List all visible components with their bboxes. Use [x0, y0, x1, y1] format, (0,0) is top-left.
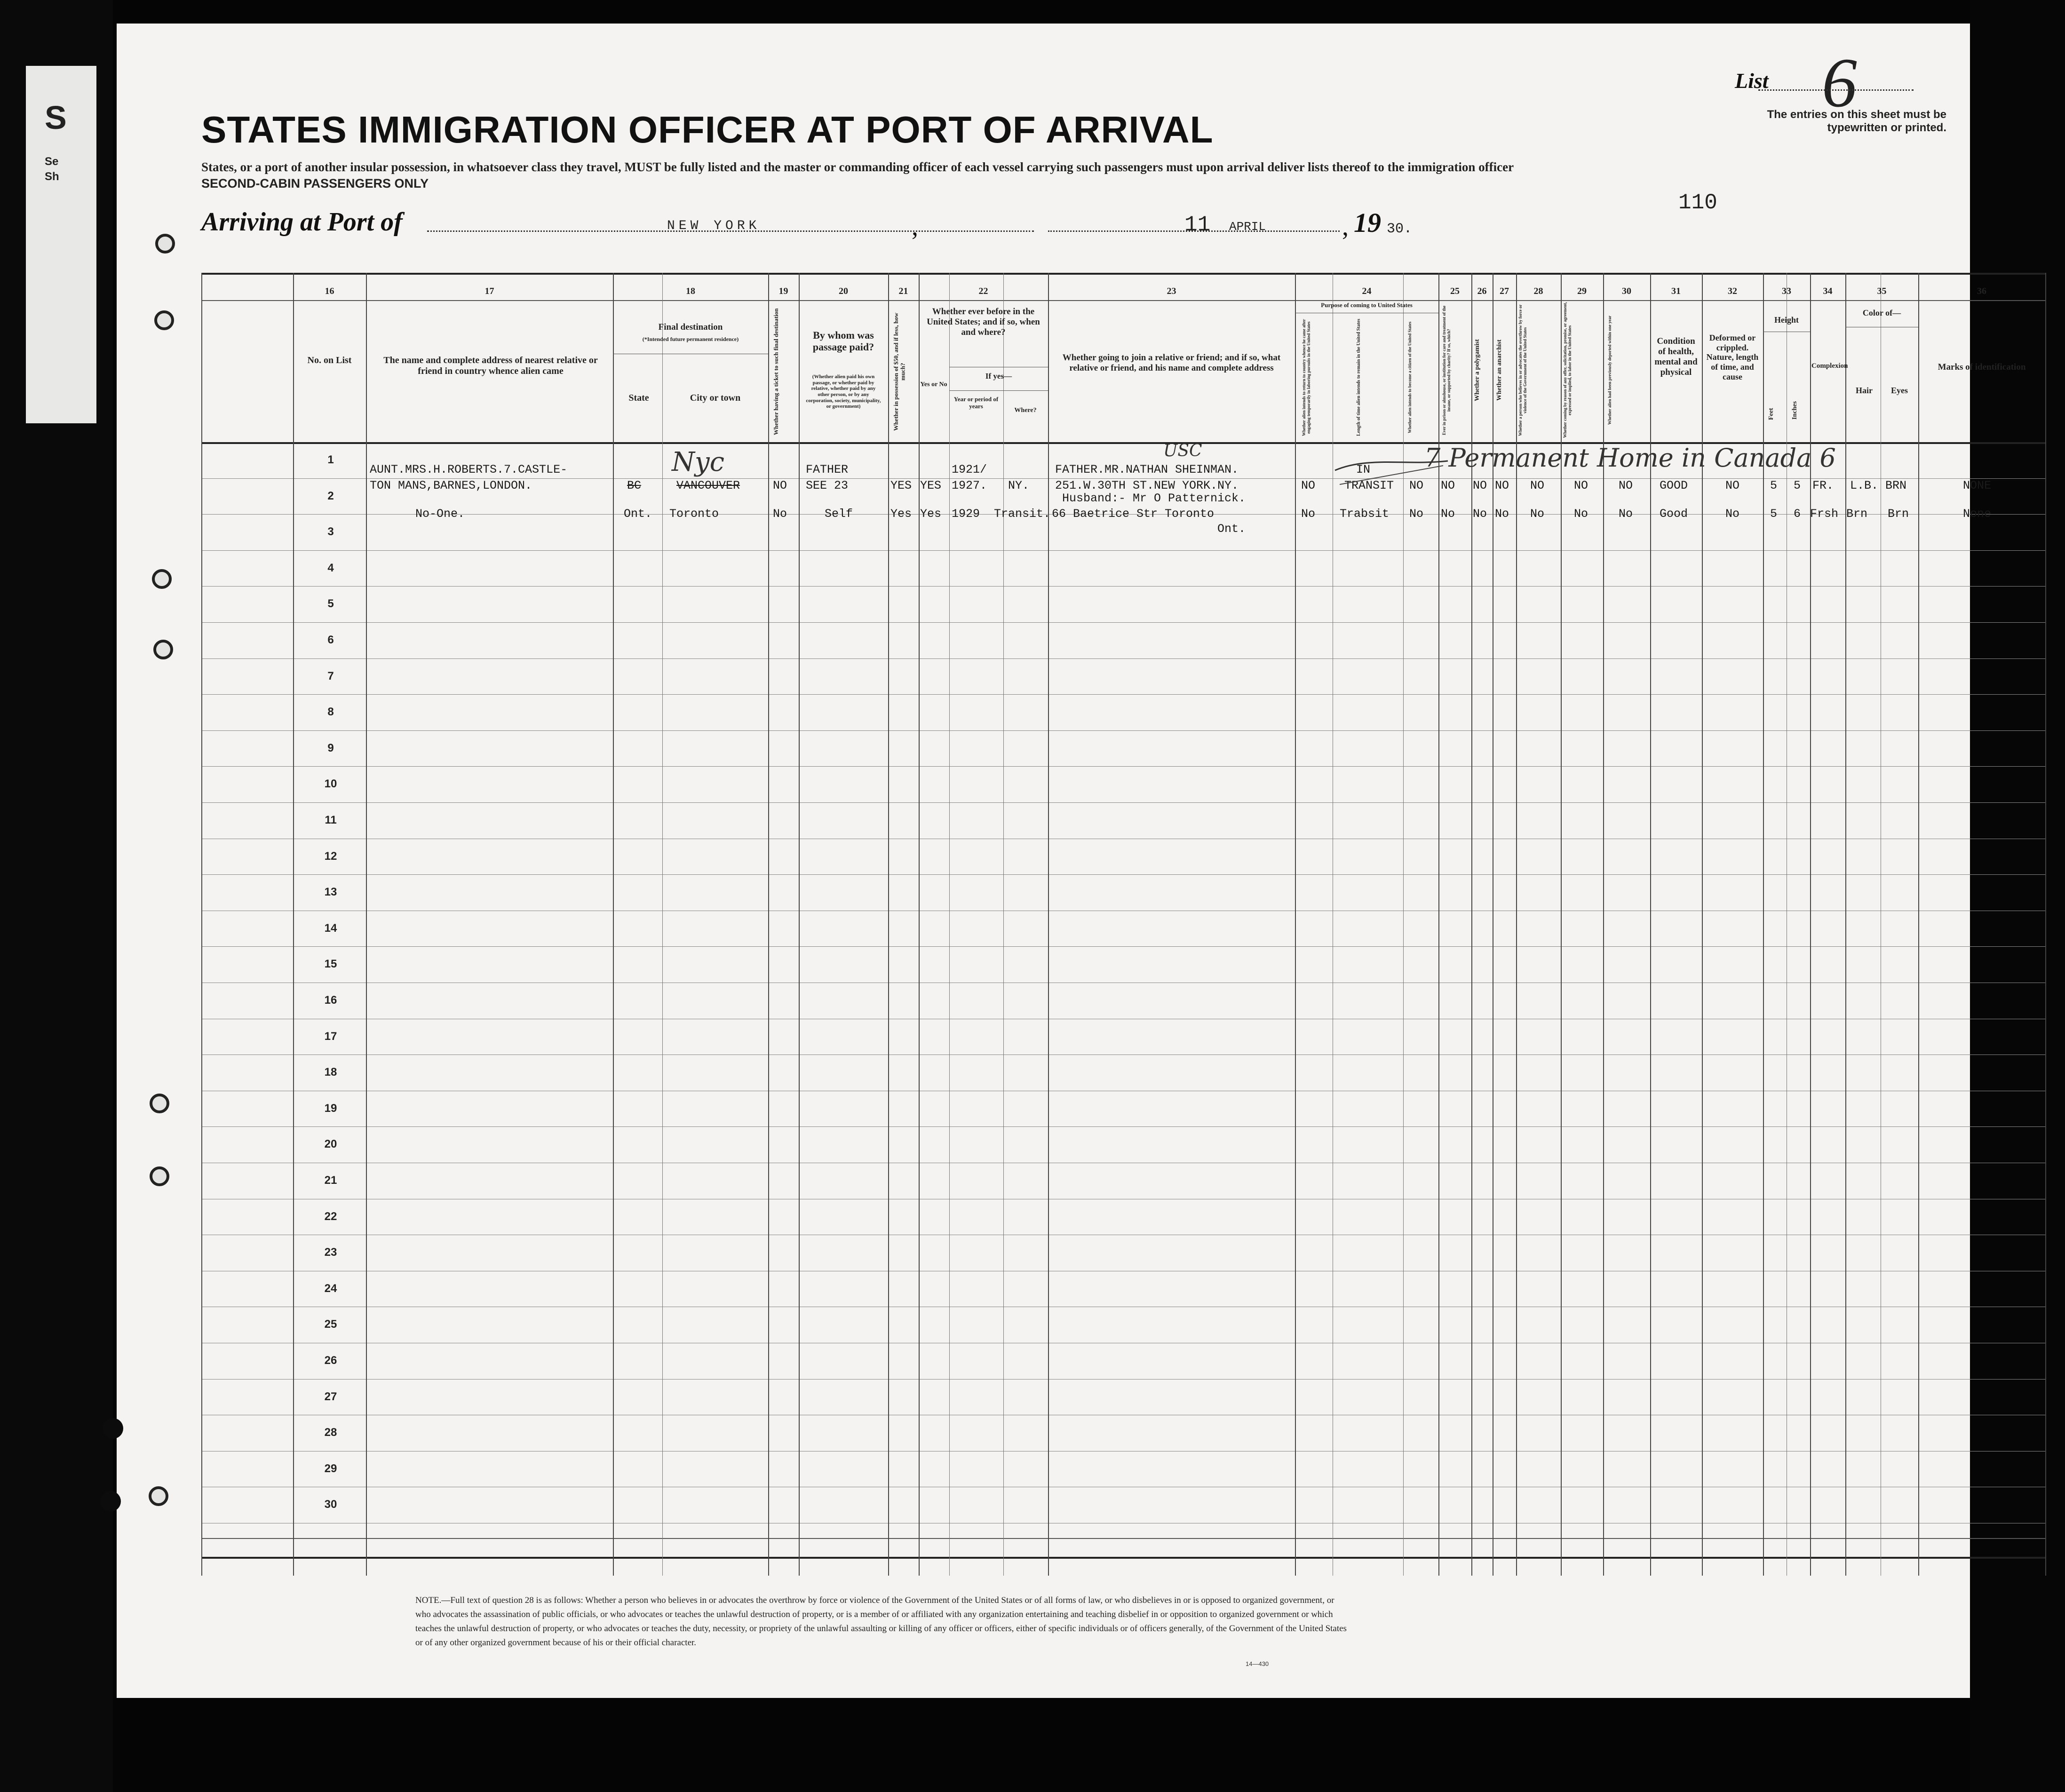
header-city: City or town [690, 393, 741, 403]
row-number: 7 [327, 669, 334, 682]
col-rule [2045, 273, 2046, 1576]
col-number: 20 [839, 286, 848, 296]
col-number: 24 [1362, 286, 1372, 296]
entry-complexion: FR. [1812, 479, 1834, 492]
entry-city: VANCOUVER [676, 479, 740, 492]
header-no-on-list: No. on List [307, 355, 352, 365]
list-label: List [1735, 69, 1769, 93]
entry-ticket: NO [773, 479, 787, 492]
handwritten-note: 7 Permanent Home in Canada 6 [1424, 443, 1836, 473]
row-rule [201, 658, 2045, 659]
col-number: 36 [1977, 286, 1986, 296]
entry-eyes: Brn [1888, 507, 1909, 521]
row-rule [201, 550, 2045, 551]
header-final-destination: Final destination [658, 322, 723, 332]
list-number: 6 [1822, 44, 1857, 122]
col-number: 23 [1167, 286, 1176, 296]
entry-eyes: BRN [1885, 479, 1907, 492]
row-number: 29 [324, 1462, 337, 1475]
header-purpose: Purpose of coming to United States [1321, 301, 1413, 309]
fragment-letter: Sh [45, 170, 59, 183]
row-number: 21 [324, 1174, 337, 1187]
header-height: Height [1774, 315, 1799, 325]
header-passage-paid: By whom was passage paid? [812, 329, 874, 353]
page-number: 110 [1678, 190, 1717, 215]
entry-where: NY. [1008, 479, 1030, 492]
header-feet: Feet [1768, 408, 1775, 420]
header-year-period: Year or period of years [953, 396, 999, 410]
header-eyes: Eyes [1891, 386, 1908, 395]
header-ever-before: Whether ever before in the United States; and if so, when and where? [927, 307, 1040, 337]
header-ticket: Whether having a ticket to such final destination [772, 308, 779, 435]
col-number: 25 [1450, 286, 1460, 296]
entry-q30: NO [1619, 479, 1633, 492]
separator: , [1342, 212, 1349, 241]
header-polygamist: Whether a polygamist [1474, 339, 1481, 401]
entry-years: 1921/ [952, 463, 987, 476]
row-rule [201, 586, 2045, 587]
header-hair: Hair [1856, 386, 1873, 395]
entry-ticket: No [773, 507, 787, 521]
row-number: 17 [324, 1030, 337, 1043]
year-prefix: 19 [1354, 207, 1381, 238]
header-complexion: Complexion [1811, 362, 1848, 370]
header-final-destination-note: (*Intended future permanent residence) [642, 336, 739, 342]
row-rule [201, 874, 2045, 875]
col-number: 18 [686, 286, 695, 296]
row-number: 26 [324, 1354, 337, 1367]
entry-purpose-return: No [1301, 507, 1316, 521]
row-rule [201, 766, 2045, 767]
row-number: 25 [324, 1318, 337, 1331]
entry-paid: FATHER [806, 463, 849, 476]
row-number: 11 [325, 814, 337, 826]
row-number: 28 [324, 1426, 337, 1439]
row-number: 10 [324, 777, 337, 791]
entry-hair: L.B. [1850, 479, 1879, 492]
entry-state: Ont. [624, 507, 652, 521]
col-number: 21 [898, 286, 908, 296]
row-rule [201, 1379, 2045, 1380]
col-rule [1295, 273, 1296, 1576]
entry-q29: NO [1574, 479, 1588, 492]
col-rule [799, 273, 800, 1576]
col-number: 30 [1622, 286, 1631, 296]
binder-hole [150, 1166, 169, 1186]
row-number: 5 [327, 597, 334, 611]
entry-feet: 5 [1770, 479, 1778, 492]
entry-paid: Self [825, 507, 853, 521]
entry-join: Husband:- Mr O Patternick. [1062, 492, 1246, 505]
col-number: 33 [1782, 286, 1791, 296]
col-rule [662, 273, 663, 1576]
header-relative-address: The name and complete address of nearest relative or friend in country whence alien came [383, 355, 598, 376]
handwritten-city-correction: Nyc [672, 447, 724, 477]
separator: , [912, 212, 918, 241]
table-rule [201, 273, 2045, 275]
entry-purpose-length: TRANSIT [1344, 479, 1394, 492]
binder-hole [152, 569, 172, 589]
col-number: 32 [1728, 286, 1737, 296]
page-subtitle: States, or a port of another insular possession, in whatsoever class they travel, MUST be fully listed and the master or commanding officer of each vessel carrying such passengers must upon arrival deliver lists thereof to the immigration officer [201, 160, 1514, 174]
entry-before: Yes [920, 507, 942, 521]
entry-purpose-return: NO [1301, 479, 1316, 492]
row-rule [201, 802, 2045, 803]
entry-feet: 5 [1770, 507, 1778, 521]
header-prison: Ever in prison or almshouse, or institution for care and treatment of the insane, or supported by charity? If so, which? [1442, 305, 1451, 435]
row-number: 6 [327, 634, 334, 646]
col-number: 26 [1477, 286, 1487, 296]
row-rule [201, 730, 2045, 731]
header-yes-or-no: Yes or No [920, 381, 947, 388]
entry-city: Toronto [669, 507, 719, 521]
row-number: 2 [327, 489, 334, 502]
form-number: 14—430 [1246, 1660, 1269, 1667]
entry-paid: SEE 23 [806, 479, 849, 492]
entry-q28: NO [1530, 479, 1545, 492]
entry-state: BC [627, 479, 642, 492]
col-rule [1003, 273, 1004, 1576]
header-joining: Whether going to join a relative or friend; and if so, what relative or friend, and his name and complete address [1062, 353, 1281, 373]
row-number: 20 [324, 1138, 337, 1151]
row-number: 13 [324, 886, 337, 899]
header-purpose-length: Length of time alien intends to remain in the United States [1356, 318, 1361, 436]
entry-q28: No [1530, 507, 1545, 521]
table-rule [201, 300, 2045, 301]
row-number: 27 [324, 1390, 337, 1403]
arrival-day: 11 [1184, 213, 1211, 237]
row-number: 14 [324, 921, 337, 935]
handwritten-strike [1330, 452, 1453, 489]
binder-hole [155, 234, 175, 254]
row-number: 23 [324, 1246, 337, 1259]
header-passage-note: (Whether alien paid his own passage, or whether paid by relative, whether paid by any other person, or by any corporation, society, municipality, or government) [806, 374, 881, 410]
col-number: 16 [325, 286, 334, 296]
row-number: 1 [327, 453, 334, 466]
entries-note: The entries on this sheet must be typewritten or printed. [1767, 108, 1946, 134]
col-rule [366, 273, 367, 1576]
entry-deformed: No [1725, 507, 1740, 521]
entry-polygamist: No [1473, 507, 1487, 521]
header-fifty-dollars: Whether in possession of $50, and if less, how much? [892, 312, 906, 431]
row-number: 16 [324, 994, 337, 1007]
entry-join: FATHER.MR.NATHAN SHEINMAN. [1055, 463, 1239, 476]
fragment-letter: S [45, 99, 67, 136]
entry-purpose-citizen: No [1409, 507, 1424, 521]
col-number: 29 [1577, 286, 1587, 296]
footnote: NOTE.—Full text of question 28 is as follows: Whether a person who believes in or advocates the overthrow by force or violence of the Government of the United States or of all forms of law, or who disbelieves in or is opposed to organized government, or who advocates the assassination of public officials, or who advocates or teaches the unlawful destruction of property, or is a member of or affiliated with any organization entertaining and teaching disbelief in or opposition to organized government or which teaches the unlawful destruction of property, or who advocates or teaches the duty, necessity, or propriety of the unlawful assaulting or killing of any officer or officers, either of specific individuals or of officers generally, of the Government of the United States or of any other organized government because of his or their official character. [415, 1595, 1347, 1648]
entry-prison: NO [1441, 479, 1455, 492]
row-rule [201, 622, 2045, 623]
header-state: State [628, 393, 649, 403]
col-rule [613, 273, 614, 1576]
binder-hole [153, 640, 173, 659]
col-rule [888, 273, 889, 1576]
binder-hole [100, 1491, 121, 1512]
row-number: 12 [324, 849, 337, 863]
entry-join: 251.W.30TH ST.NEW YORK.NY. [1055, 479, 1239, 492]
col-number: 17 [484, 286, 494, 296]
col-rule [201, 273, 202, 1576]
binder-hole [149, 1486, 168, 1506]
col-rule [293, 273, 294, 1576]
entry-anarchist: NO [1495, 479, 1509, 492]
entry-relative: AUNT.MRS.H.ROBERTS.7.CASTLE- [370, 463, 568, 476]
entry-inches: 6 [1794, 507, 1801, 521]
header-marks: Marks of identification [1938, 362, 2026, 372]
row-number: 18 [324, 1066, 337, 1079]
header-q28: Whether a person who believes in or advocates the overthrow by force or violence of the Government of the United States [1518, 304, 1527, 436]
fragment-letter: Se [45, 155, 59, 168]
col-rule [919, 273, 920, 1576]
header-deformed: Deformed or crippled. Nature, length of time, and cause [1706, 333, 1759, 381]
row-rule [201, 694, 2045, 695]
header-anarchist: Whether an anarchist [1496, 339, 1503, 401]
binder-hole [150, 1094, 169, 1113]
subheader-rule [949, 390, 1048, 391]
entry-q29: No [1574, 507, 1588, 521]
entry-q30: No [1619, 507, 1633, 521]
col-rule [768, 273, 769, 1576]
row-rule [201, 946, 2045, 947]
entry-fifty: Yes [890, 507, 912, 521]
entry-health: GOOD [1660, 479, 1688, 492]
header-color-of: Color of— [1862, 308, 1901, 317]
row-number: 3 [327, 525, 334, 539]
row-number: 19 [324, 1102, 337, 1115]
entry-purpose-citizen: NO [1409, 479, 1424, 492]
col-rule [1918, 273, 1919, 1576]
arriving-label: Arriving at Port of [201, 207, 403, 237]
binder-hole [154, 310, 174, 330]
header-purpose-citizen: Whether alien intends to become a citizen of the United States [1407, 321, 1412, 434]
header-health: Condition of health, mental and physical [1654, 336, 1698, 377]
page-title: STATES IMMIGRATION OFFICER AT PORT OF ARRIVAL [201, 109, 1214, 151]
row-number: 30 [324, 1498, 337, 1511]
row-number: 4 [327, 561, 334, 574]
header-q29: Whether coming by reason of any offer, solicitation, promise, or agreement, expressed or implied, to labor in the United States [1563, 302, 1572, 438]
entry-purpose-length: Trabsit [1340, 507, 1390, 521]
entry-deformed: NO [1725, 479, 1740, 492]
entry-relative: No-One. [415, 507, 465, 521]
row-number: 8 [327, 706, 334, 719]
class-note: SECOND-CABIN PASSENGERS ONLY [201, 176, 429, 190]
col-number: 35 [1877, 286, 1887, 296]
entry-years: 1929 [952, 507, 980, 521]
arrival-month: APRIL [1229, 220, 1266, 234]
table-rule [201, 1557, 2045, 1559]
row-number: 15 [324, 958, 337, 971]
header-where: Where? [1014, 407, 1037, 414]
entry-join: 66 Baetrice Str Toronto [1052, 507, 1215, 521]
left-page-edge [0, 0, 113, 1792]
list-underline [1758, 89, 1914, 91]
col-rule [1048, 273, 1049, 1576]
entry-anarchist: No [1495, 507, 1509, 521]
entry-years: 1927. [952, 479, 987, 492]
handwritten-annotation: USC [1163, 441, 1202, 460]
header-purpose-return: Whether alien intends to return to country whence he came after engaging temporarily in laboring pursuits in the United States [1302, 319, 1311, 436]
col-number: 27 [1500, 286, 1509, 296]
year-suffix: 30. [1387, 221, 1413, 237]
row-number: 22 [324, 1210, 337, 1223]
col-rule [949, 273, 950, 1576]
entry-relative: TON MANS,BARNES,LONDON. [370, 479, 532, 492]
header-q30: Whether alien had been previously deported within one year [1607, 315, 1612, 425]
entry-hair: Brn [1846, 507, 1868, 521]
entry-prison: No [1441, 507, 1455, 521]
col-number: 34 [1823, 286, 1833, 296]
manifest-table [201, 273, 2045, 1576]
entry-before: YES [920, 479, 942, 492]
col-rule [1845, 273, 1846, 1576]
header-inches: Inches [1791, 401, 1798, 420]
col-number: 28 [1533, 286, 1543, 296]
table-rule [201, 1538, 2045, 1539]
entry-complexion: Frsh [1810, 507, 1839, 521]
port-value: NEW YORK [667, 219, 761, 233]
row-number: 9 [327, 741, 334, 754]
entry-where: Transit. [994, 507, 1051, 521]
col-number: 19 [778, 286, 788, 296]
binder-hole [103, 1418, 123, 1439]
entry-join: Ont. [1217, 522, 1246, 536]
row-number: 24 [324, 1282, 337, 1295]
manifest-sheet [117, 24, 2026, 1698]
entry-purpose-length: IN [1356, 463, 1371, 476]
row-rule [201, 1126, 2045, 1127]
col-number: 22 [978, 286, 988, 296]
entry-polygamist: NO [1473, 479, 1487, 492]
col-number: 31 [1671, 286, 1681, 296]
entry-inches: 5 [1794, 479, 1801, 492]
entry-fifty: YES [890, 479, 912, 492]
entry-marks: None [1963, 507, 1992, 521]
header-if-yes: If yes— [985, 372, 1012, 381]
adjacent-page-fragment [26, 66, 96, 423]
entry-health: Good [1660, 507, 1688, 521]
entry-marks: NONE [1963, 479, 1992, 492]
